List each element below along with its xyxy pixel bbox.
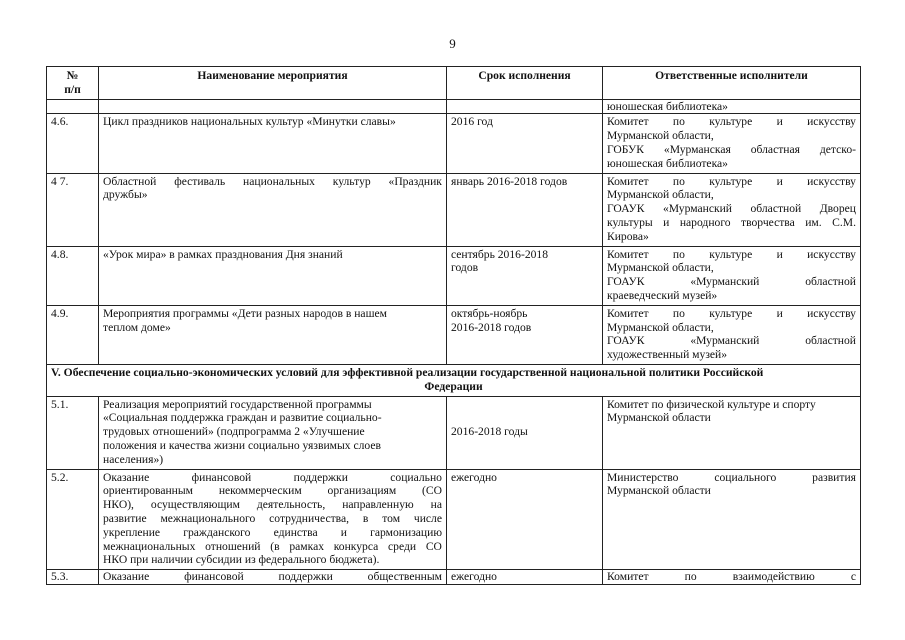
events-table <box>46 66 861 585</box>
name-line <box>103 484 442 498</box>
word: и <box>663 215 670 229</box>
cell-resp <box>603 396 861 469</box>
resp-line <box>607 175 856 189</box>
table-row <box>47 570 861 585</box>
resp-line: Мурманской области <box>607 411 711 425</box>
cell-name: «Урок мира» в рамках празднования Дня знаний <box>99 246 447 305</box>
word: том <box>382 511 401 525</box>
name-line <box>103 498 442 512</box>
word: творчества <box>741 215 795 229</box>
name-line <box>103 512 442 526</box>
word: по <box>672 174 685 188</box>
word: ориентированным <box>103 484 194 498</box>
resp-line: краеведческий музей» <box>607 288 718 302</box>
cell-num <box>47 99 99 114</box>
word: конкурса <box>333 539 379 553</box>
header-term: Срок исполнения <box>447 67 603 100</box>
word: социального <box>714 470 777 484</box>
word: единства <box>273 525 318 539</box>
resp-line <box>607 248 856 262</box>
word: им. <box>805 215 822 229</box>
table-row <box>47 246 861 305</box>
cell-resp <box>603 114 861 173</box>
word: рамках <box>289 539 325 553</box>
word: развития <box>812 470 856 484</box>
name-line: Мероприятия программы «Дети разных народов в нашем <box>103 306 387 320</box>
cell-term: 2016-2018 годы <box>447 396 603 469</box>
resp-line: Мурманской области, <box>607 129 714 143</box>
word: «Праздник <box>388 174 442 188</box>
word: социально <box>390 470 442 484</box>
word: укрепление <box>103 525 161 539</box>
cell-resp <box>603 305 861 364</box>
word: искусству <box>807 115 856 129</box>
word: культуры <box>607 215 653 229</box>
resp-line <box>607 202 856 216</box>
word: «Мурманский <box>690 275 760 289</box>
word: ГОАУК <box>607 202 645 216</box>
word: поддержки <box>293 470 348 484</box>
word: осуществляющим <box>150 498 240 512</box>
cell-num: 4 7. <box>47 173 99 246</box>
resp-line: художественный музей» <box>607 348 728 362</box>
section-title-line: Федерации <box>424 379 483 393</box>
word: по <box>672 115 685 129</box>
cell-term: ежегодно <box>447 570 603 585</box>
word: с <box>850 570 856 584</box>
word: областной <box>750 202 802 216</box>
cell-num: 4.6. <box>47 114 99 173</box>
resp-line: Кирова» <box>607 229 649 243</box>
word: «Мурманский <box>662 202 733 216</box>
resp-line <box>607 216 856 230</box>
cell-term <box>447 99 603 114</box>
word: и <box>776 115 783 129</box>
word: межнациональных <box>103 539 196 553</box>
cell-name <box>99 99 447 114</box>
page-number: 9 <box>449 36 456 51</box>
word: и <box>776 174 783 188</box>
cell-term: 2016 год <box>447 114 603 173</box>
resp-line <box>607 275 856 289</box>
resp-line: Мурманской области, <box>607 261 714 275</box>
section-heading-row <box>47 364 861 396</box>
word: «Мурманская <box>663 142 731 156</box>
cell-term <box>447 246 603 305</box>
term-line: октябрь-ноябрь <box>451 306 528 320</box>
table-row <box>47 114 861 173</box>
table-row-continuation <box>47 99 861 114</box>
name-line <box>103 570 442 584</box>
cell-resp <box>603 173 861 246</box>
name-line <box>103 471 442 485</box>
cell-term: январь 2016-2018 годов <box>447 173 603 246</box>
cell-resp: юношеская библиотека» <box>603 99 861 114</box>
word: и <box>776 306 783 320</box>
cell-num: 4.8. <box>47 246 99 305</box>
name-line: трудовых отношений» (подпрограмма 2 «Улучшение <box>103 425 365 439</box>
word: Областной <box>103 174 157 188</box>
word: гражданского <box>183 525 251 539</box>
word: деятельность, <box>256 498 326 512</box>
resp-line: Мурманской области, <box>607 188 714 202</box>
header-num: № п/п <box>47 67 99 100</box>
word: Комитет <box>607 570 649 584</box>
resp-line <box>607 334 856 348</box>
name-line: дружбы» <box>103 188 148 202</box>
resp-line: Комитет по физической культуре и спорту <box>607 397 816 411</box>
word: организациям <box>327 484 397 498</box>
word: областной <box>805 334 856 348</box>
name-line: Реализация мероприятий государственной программы <box>103 397 372 411</box>
word: фестиваль <box>174 174 226 188</box>
section-heading <box>47 364 861 396</box>
word: финансовой <box>191 470 252 484</box>
word: ГОАУК <box>607 275 645 289</box>
cell-resp <box>603 570 861 585</box>
word: Комитет <box>607 174 649 188</box>
word: по <box>672 247 685 261</box>
cell-term <box>447 305 603 364</box>
cell-name: Цикл праздников национальных культур «Минутки славы» <box>99 114 447 173</box>
word: направленную <box>342 498 414 512</box>
cell-num: 4.9. <box>47 305 99 364</box>
word: культуре <box>709 247 753 261</box>
section-title-line: V. Обеспечение социально-экономических условий для эффективной реализации государственной национальной политики Российской <box>51 365 764 379</box>
word: взаимодействию <box>732 570 815 584</box>
resp-line <box>607 115 856 129</box>
table-row <box>47 469 861 570</box>
word: и <box>340 525 347 539</box>
cell-name <box>99 570 447 585</box>
word: культур <box>332 174 371 188</box>
name-line <box>103 526 442 540</box>
cell-name <box>99 173 447 246</box>
word: числе <box>413 511 442 525</box>
word: областной <box>805 275 856 289</box>
word: детско- <box>819 142 856 156</box>
cell-resp <box>603 246 861 305</box>
cell-name <box>99 305 447 364</box>
term-line: годов <box>451 261 479 275</box>
word: по <box>684 570 697 584</box>
name-line <box>103 540 442 554</box>
word: ГОАУК <box>607 334 645 348</box>
cell-num: 5.2. <box>47 469 99 570</box>
word: национальных <box>243 174 315 188</box>
cell-name <box>99 469 447 570</box>
word: Комитет <box>607 306 649 320</box>
cell-term: ежегодно <box>447 469 603 570</box>
name-line: теплом доме» <box>103 320 171 334</box>
resp-line <box>607 143 856 157</box>
word: в <box>362 511 369 525</box>
resp-line <box>607 570 856 584</box>
word: (в <box>270 539 280 553</box>
table-row <box>47 396 861 469</box>
word: областная <box>750 142 800 156</box>
term-line: 2016-2018 годов <box>451 320 532 334</box>
cell-resp <box>603 469 861 570</box>
word: Оказание <box>103 470 150 484</box>
word: финансовой <box>184 570 244 584</box>
word: искусству <box>807 174 856 188</box>
word: по <box>672 306 685 320</box>
word: развитие <box>103 511 147 525</box>
cell-name <box>99 396 447 469</box>
word: среди <box>388 539 417 553</box>
resp-line: Мурманской области <box>607 484 711 498</box>
table-header-row <box>47 67 861 100</box>
word: гармонизацию <box>370 525 442 539</box>
word: отношений <box>205 539 261 553</box>
word: культуре <box>709 306 753 320</box>
table-row <box>47 305 861 364</box>
word: искусству <box>807 306 856 320</box>
term-line: сентябрь 2016-2018 <box>451 247 549 261</box>
word: сотрудничества, <box>269 511 350 525</box>
word: на <box>430 498 442 512</box>
name-line: «Социальная поддержка граждан и развитие социально- <box>103 411 382 425</box>
word: С.М. <box>832 215 856 229</box>
resp-line <box>607 307 856 321</box>
word: Комитет <box>607 115 649 129</box>
word: искусству <box>807 247 856 261</box>
word: Министерство <box>607 470 679 484</box>
word: народного <box>679 215 731 229</box>
word: «Мурманский <box>690 334 760 348</box>
word: культуре <box>709 115 753 129</box>
word: Комитет <box>607 247 649 261</box>
header-name: Наименование мероприятия <box>99 67 447 100</box>
cell-num: 5.3. <box>47 570 99 585</box>
word: и <box>776 247 783 261</box>
word: поддержки <box>278 570 333 584</box>
name-line: положения и качества жизни социально уязвимых слоев <box>103 438 381 452</box>
name-line <box>103 175 442 189</box>
resp-line <box>607 471 856 485</box>
word: культуре <box>709 174 753 188</box>
word: межнационального <box>160 511 256 525</box>
name-line: населения») <box>103 452 164 466</box>
header-resp: Ответственные исполнители <box>603 67 861 100</box>
word: НКО), <box>103 498 134 512</box>
word: некоммерческим <box>218 484 302 498</box>
table-row <box>47 173 861 246</box>
word: (СО <box>422 484 442 498</box>
word: СО <box>425 539 442 553</box>
word: ГОБУК <box>607 142 644 156</box>
cell-num: 5.1. <box>47 396 99 469</box>
resp-line: юношеская библиотека» <box>607 156 728 170</box>
resp-line: Мурманской области, <box>607 320 714 334</box>
name-line: НКО при наличии субсидии из федерального бюджета). <box>103 553 380 567</box>
word: общественным <box>367 570 442 584</box>
word: Оказание <box>103 570 150 584</box>
word: Дворец <box>819 202 856 216</box>
